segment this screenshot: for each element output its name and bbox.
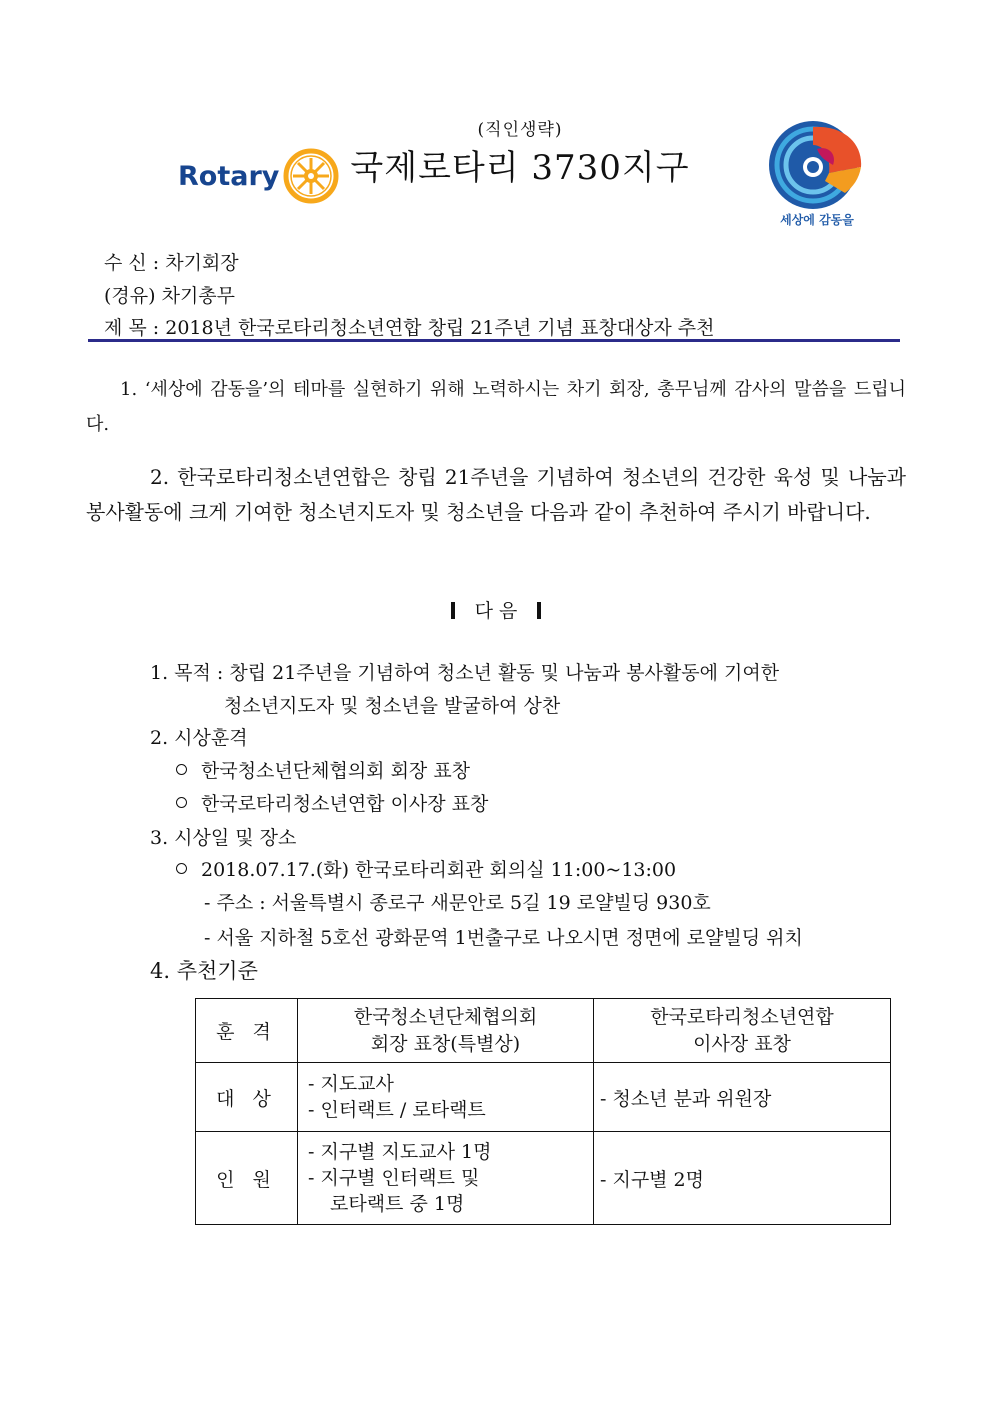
paragraph-greeting: 1. ‘세상에 감동을’의 테마를 실현하기 위해 노력하시는 차기 회장, 총무님께 감사의 말씀을 드립니다. xyxy=(86,379,906,435)
table-head-col1-line1: 한국청소년단체협의회 xyxy=(353,1005,538,1028)
table-head-label: 훈 격 xyxy=(196,999,298,1063)
via-line xyxy=(104,281,235,308)
via-label: (경유) xyxy=(104,285,156,307)
row-target-col1-line1: - 지도교사 xyxy=(308,1073,394,1095)
ceremony-address: - 주소 : 서울특별시 종로구 새문안로 5길 19 로얄빌딩 930호 xyxy=(204,892,711,914)
notice-heading xyxy=(0,596,992,623)
rotary-wordmark: Rotary xyxy=(178,160,280,192)
row-count-col1 xyxy=(298,1132,594,1225)
ceremony-datetime xyxy=(176,855,676,882)
table-row xyxy=(196,999,891,1063)
theme-logo xyxy=(752,115,882,228)
row-count-col2: - 지구별 2명 xyxy=(594,1132,891,1225)
circle-bullet-icon xyxy=(176,764,187,775)
theme-slogan: 세상에 감동을 xyxy=(780,213,854,227)
purpose-line-2: 청소년지도자 및 청소년을 발굴하여 상찬 xyxy=(224,695,561,717)
subject-label: 제 목 : xyxy=(104,317,160,339)
row-count-col1-line3: 로타랙트 중 1명 xyxy=(330,1193,465,1215)
subject-value: 2018년 한국로타리청소년연합 창립 21주년 기념 표창대상자 추천 xyxy=(165,317,715,339)
notice-title: 다 음 xyxy=(474,600,518,622)
table-head-col1-line2: 회장 표창(특별상) xyxy=(370,1032,521,1055)
paragraph-request: 2. 한국로타리청소년연합은 창립 21주년을 기념하여 청소년의 건강한 육성 및 나눔과 봉사활동에 크게 기여한 청소년지도자 및 청소년을 다음과 같이 추천하여 주시기 바랍니다. xyxy=(86,465,906,524)
row-target-col2: - 청소년 분과 위원장 xyxy=(594,1063,891,1132)
subject-line xyxy=(104,313,715,340)
row-count-col1-line1: - 지구별 지도교사 1명 xyxy=(308,1141,492,1163)
right-bar-icon xyxy=(537,602,541,619)
organization-title: 국제로타리 3730지구 xyxy=(350,148,690,188)
purpose-line-1: 1. 목적 : 창립 21주년을 기념하여 청소년 활동 및 나눔과 봉사활동에 기여한 xyxy=(150,662,780,684)
ceremony-title: 3. 시상일 및 장소 xyxy=(150,827,297,849)
criteria-table xyxy=(195,998,891,1225)
recipient-value: 차기회장 xyxy=(165,252,239,274)
award-item xyxy=(176,789,488,816)
circle-bullet-icon xyxy=(176,797,187,808)
recipient-line xyxy=(104,248,239,275)
award-label: 한국로타리청소년연합 이사장 표창 xyxy=(201,793,489,815)
table-head-col2-line1: 한국로타리청소년연합 xyxy=(650,1005,834,1028)
table-row xyxy=(196,1132,891,1225)
award-label: 한국청소년단체협의회 회장 표창 xyxy=(201,760,471,782)
criteria-title: 4. 추천기준 xyxy=(150,959,258,983)
theme-swirl-icon xyxy=(763,115,871,215)
via-value: 차기총무 xyxy=(161,285,236,307)
awards-title: 2. 시상훈격 xyxy=(150,727,248,749)
row-count-col1-line2: - 지구별 인터랙트 및 xyxy=(308,1167,480,1189)
row-target-col1 xyxy=(298,1063,594,1132)
table-row xyxy=(196,1063,891,1132)
award-item xyxy=(176,756,470,783)
circle-bullet-icon xyxy=(176,863,187,874)
recipient-label: 수 신 : xyxy=(104,252,160,274)
table-head-col2-line2: 이사장 표창 xyxy=(693,1032,791,1055)
rotary-wheel-icon xyxy=(283,148,339,204)
header-divider xyxy=(88,339,900,342)
row-count-label: 인 원 xyxy=(196,1132,298,1225)
ceremony-datetime-text: 2018.07.17.(화) 한국로타리회관 회의실 11:00~13:00 xyxy=(201,859,677,881)
table-head-col1 xyxy=(298,999,594,1063)
row-target-label: 대 상 xyxy=(196,1063,298,1132)
table-head-col2 xyxy=(594,999,891,1063)
rotary-logo xyxy=(178,148,339,204)
left-bar-icon xyxy=(451,602,455,619)
ceremony-directions: - 서울 지하철 5호선 광화문역 1번출구로 나오시면 정면에 로얄빌딩 위치 xyxy=(204,927,803,949)
row-target-col1-line2: - 인터랙트 / 로타랙트 xyxy=(308,1099,486,1121)
seal-omitted-note: (직인생략) xyxy=(477,120,563,140)
